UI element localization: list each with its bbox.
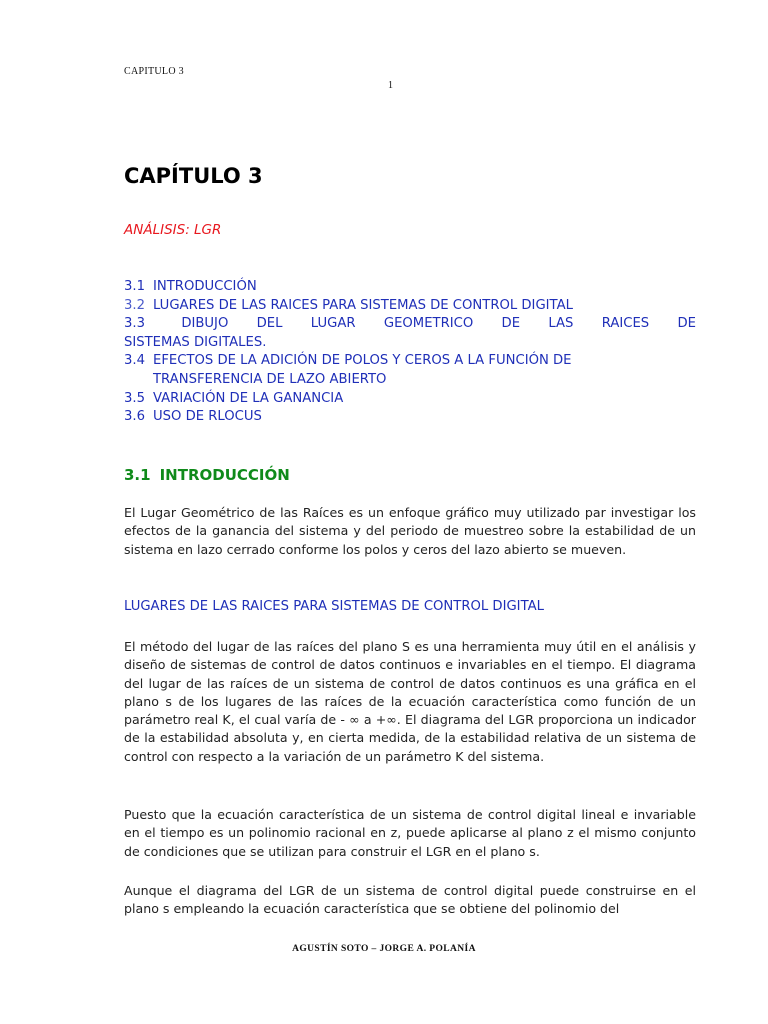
chapter-title: CAPÍTULO 3 [124, 164, 263, 188]
section-heading [124, 466, 290, 484]
section-title: INTRODUCCIÓN [159, 466, 290, 484]
toc-item-3-6[interactable] [124, 408, 696, 427]
toc-item-3-1[interactable] [124, 278, 696, 297]
toc-item-3-3[interactable] [124, 315, 696, 334]
page-number: 1 [388, 80, 393, 91]
toc-number: 3.4 [124, 353, 145, 369]
toc-number: 3.2 [124, 297, 145, 313]
page-footer: AGUSTÍN SOTO – JORGE A. POLANÍA [292, 944, 476, 954]
chapter-subtitle: ANÁLISIS: LGR [124, 222, 222, 238]
toc-number: 3.5 [124, 390, 145, 406]
toc-number: 3.1 [124, 279, 145, 294]
body-paragraph-2: El método del lugar de las raíces del plano S es una herramienta muy útil en el análisis y diseño de sistemas de control de datos continuos e invariables en el tiempo. El diagrama del lugar de las raíces de un sistema de control de datos continuos es una gráfica en el plano s de los lugares de las raíces de la ecuación característica como función de un parámetro real K, el cual varía de - ∞ a +∞. El diagrama del LGR proporciona un indicador de la estabilidad absoluta y, en cierta medida, de la estabilidad relativa de un sistema de control con respecto a la variación de un parámetro K del sistema. [124, 639, 696, 764]
toc-item-3-4-continuation[interactable]: TRANSFERENCIA DE LAZO ABIERTO [153, 371, 387, 387]
toc-label: EFECTOS DE LA ADICIÓN DE POLOS Y CEROS A LA FUNCIÓN DE [152, 353, 572, 369]
toc-item-3-2[interactable] [124, 297, 696, 316]
running-header: CAPITULO 3 [124, 66, 184, 77]
toc-label: LUGARES DE LAS RAICES PARA SISTEMAS DE CONTROL DIGITAL [152, 297, 573, 313]
toc-number: 3.6 [124, 409, 145, 425]
subsection-heading: LUGARES DE LAS RAICES PARA SISTEMAS DE CONTROL DIGITAL [124, 599, 544, 614]
body-paragraph-4: Aunque el diagrama del LGR de un sistema de control digital puede construirse en el plano s empleando la ecuación característica que se obtiene del polinomio del [124, 883, 696, 917]
toc-label: DIBUJO DEL LUGAR GEOMETRICO DE LAS RAICES DE [181, 316, 696, 332]
section-number: 3.1 [124, 466, 151, 484]
body-paragraph-1: El Lugar Geométrico de las Raíces es un enfoque gráfico muy utilizado par investigar los efectos de la ganancia del sistema y del periodo de muestreo sobre la estabilidad de un sistema en lazo cerrado conforme los polos y ceros del lazo abierto se mueven. [124, 505, 696, 557]
toc-number: 3.3 [124, 316, 145, 332]
toc-item-3-5[interactable] [124, 390, 696, 409]
table-of-contents [124, 278, 696, 427]
toc-item-3-3-continuation[interactable]: SISTEMAS DIGITALES. [124, 334, 267, 350]
toc-item-3-4[interactable] [124, 352, 696, 371]
toc-label: USO DE RLOCUS [152, 409, 262, 425]
toc-label: VARIACIÓN DE LA GANANCIA [152, 390, 344, 406]
body-paragraph-3: Puesto que la ecuación característica de un sistema de control digital lineal e invariable en el tiempo es un polinomio racional en z, puede aplicarse al plano z el mismo conjunto de condiciones que se utilizan para construir el LGR en el plano s. [124, 807, 696, 859]
toc-label: INTRODUCCIÓN [152, 279, 257, 294]
